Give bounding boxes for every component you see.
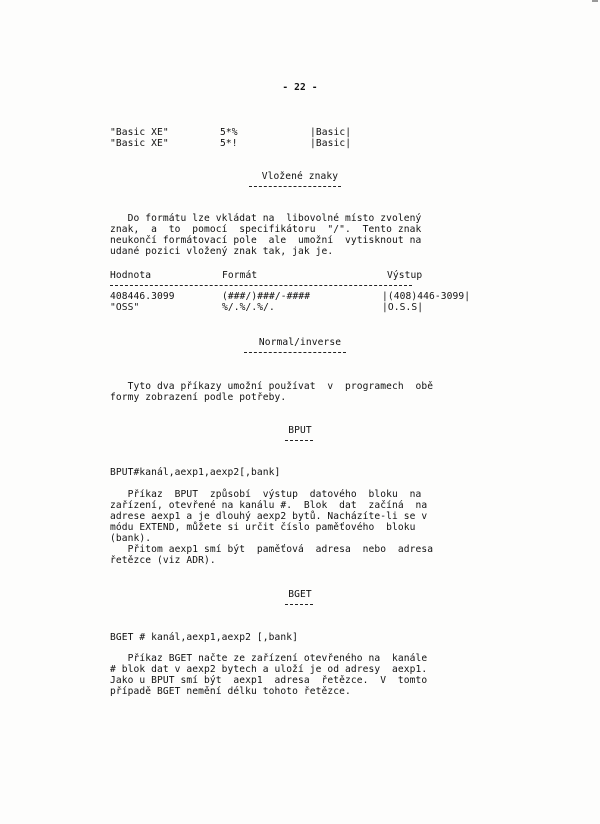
basic-row-2-name: "Basic XE" [110,138,169,149]
paragraph-line: módu EXTEND, můžete si určit číslo paměťového bloku [110,522,416,533]
table-header-vystup: Výstup [387,270,423,281]
heading-underline [244,352,346,353]
table-header-hodnota: Hodnota [110,270,152,281]
scan-mark [592,0,598,2]
table-rule [110,285,412,286]
heading-underline [285,604,313,605]
paragraph-line: zařízení, otevřené na kanálu #. Blok dat začíná na [110,500,428,511]
paragraph-line: adrese aexp1 a je dlouhý aexp2 bytů. Nacházíte-li se v [110,511,428,522]
table-cell: %/.%/.%/. [222,302,275,313]
table-cell: 408446.3099 [110,291,175,302]
bget-syntax: BGET # kanál,aexp1,aexp2 [,bank] [110,632,299,643]
paragraph-line: Příkaz BPUT způsobí výstup datového bloku na [110,489,422,500]
table-cell: |O.S.S| [382,302,424,313]
paragraph-line: formy zobrazení podle potřeby. [110,392,287,403]
heading-vlozene-znaky: Vložené znaky [261,171,339,182]
basic-row-2-output: |Basic| [310,138,352,149]
paragraph-line: Přitom aexp1 smí být paměťová adresa nebo adresa [110,544,434,555]
paragraph-line: (bank). [110,533,152,544]
heading-underline [285,440,313,441]
basic-row-1-format: 5*% [220,127,238,138]
table-cell: |(408)446-3099| [382,291,471,302]
heading-bput: BPUT [288,425,312,436]
paragraph-line: # blok dat v aexp2 bytech a uloží je od adresy aexp1. [110,664,428,675]
table-cell: "OSS" [110,302,140,313]
bput-syntax: BPUT#kanál,aexp1,aexp2[,bank] [110,467,281,478]
paragraph-line: Příkaz BGET načte ze zařízení otevřeného na kanále [110,653,428,664]
paragraph-line: případě BGET nemění délku tohoto řetězce. [110,686,351,697]
heading-bget: BGET [288,589,312,600]
table-cell: (###/)###/-#### [222,291,311,302]
paragraph-line: řetězce (viz ADR). [110,555,216,566]
heading-normal-inverse: Normal/inverse [258,337,342,348]
page-number: - 22 - [282,82,318,93]
paragraph-line: Do formátu lze vkládat na libovolné místo zvolený [110,213,422,224]
table-header-format: Formát [222,270,258,281]
paragraph-line: udané pozici vložený znak tak, jak je. [110,246,334,257]
basic-row-2-format: 5*! [220,138,238,149]
paragraph-line: neukončí formátovací pole ale umožní vytisknout na [110,235,422,246]
basic-row-1-output: |Basic| [310,127,352,138]
paragraph-line: Tyto dva příkazy umožní používat v programech obě [110,381,434,392]
paragraph-line: znak, a to pomocí specifikátoru "/". Tento znak [110,224,422,235]
paragraph-line: Jako u BPUT smí být aexp1 adresa řetězce. V tomto [110,675,428,686]
heading-underline [249,186,341,187]
basic-row-1-name: "Basic XE" [110,127,169,138]
